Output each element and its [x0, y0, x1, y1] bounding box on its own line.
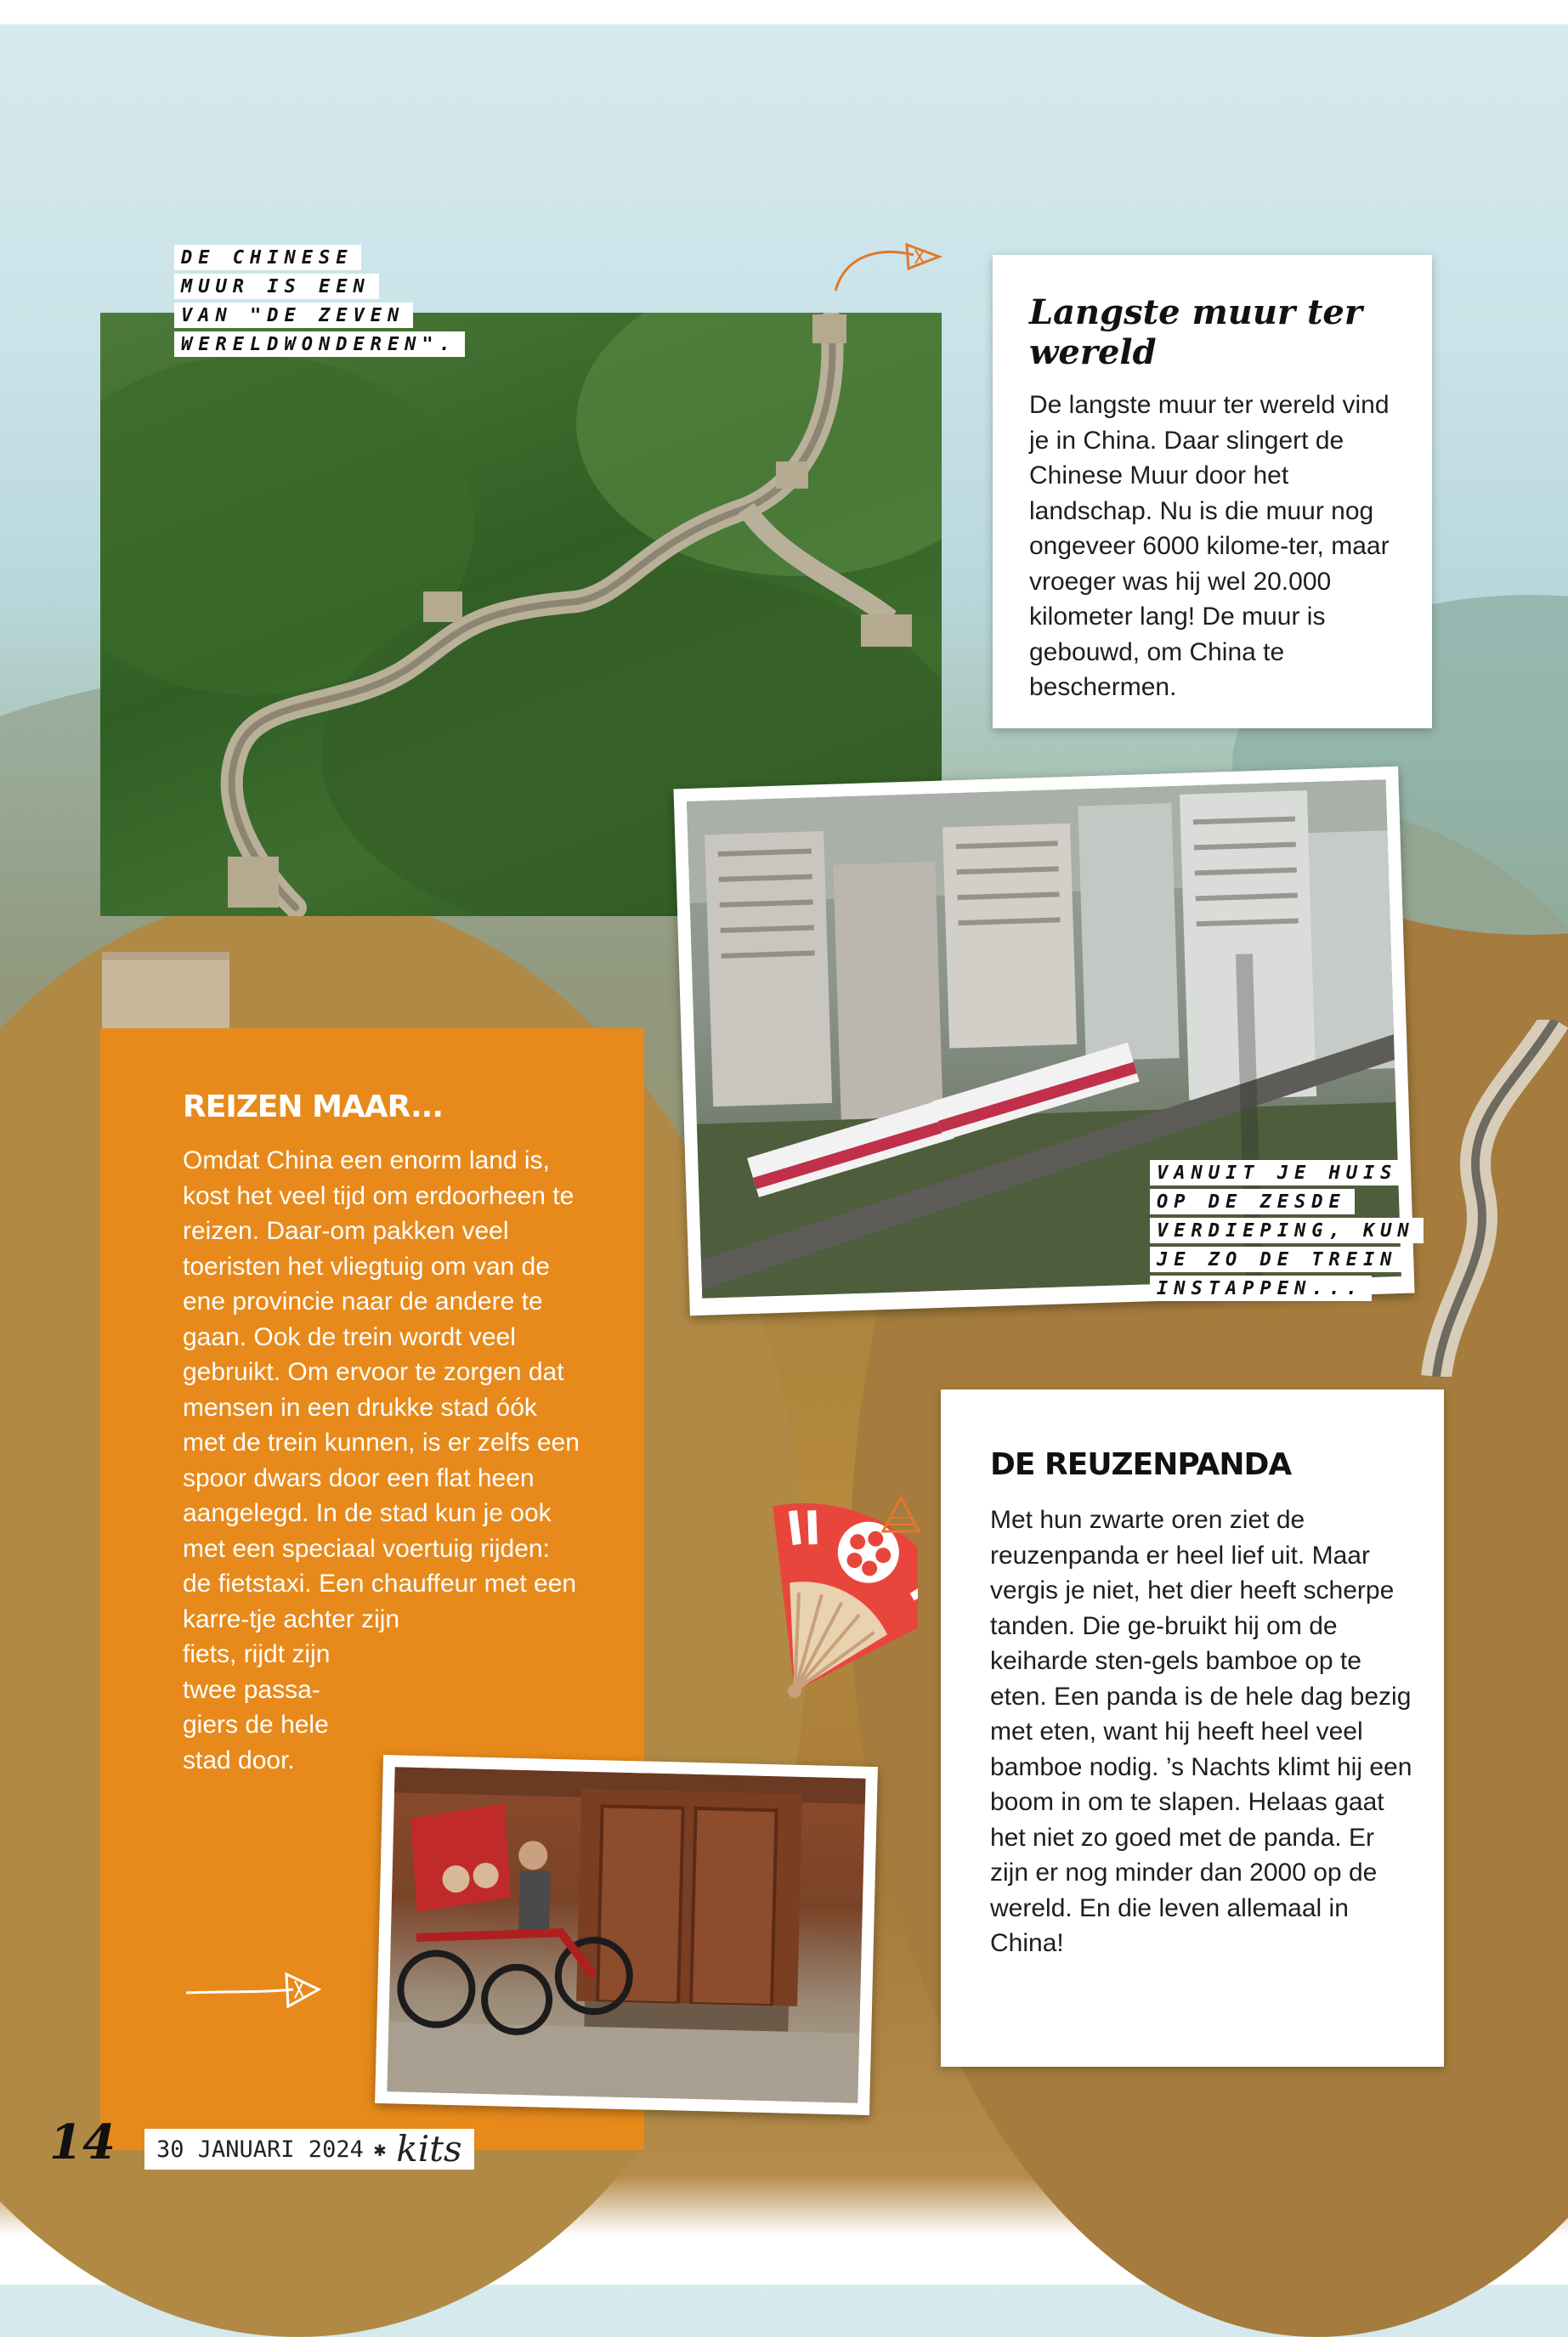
giant-panda-title: DE REUZENPANDA: [990, 1447, 1292, 1482]
caption-tag-great-wall: [174, 245, 465, 360]
brand-logo: kits: [396, 2128, 462, 2170]
caption-line: INSTAPPEN...: [1150, 1276, 1372, 1301]
caption-line: JE ZO DE TREIN: [1150, 1247, 1406, 1272]
issue-date-label: [144, 2129, 474, 2170]
caption-tag-monorail: [1150, 1160, 1424, 1304]
background-winding-wall: [1411, 1020, 1568, 1377]
travel-text: Omdat China een enorm land is, kost het veel tijd om erdoorheen te reizen. Daar-om pakken veel toeristen het vliegtuig om van de ene provincie naar de andere te gaan. Ook de trein wordt veel gebruikt. Om ervoor te zorgen dat mensen in een drukke stad óók met de trein kunnen, is er zelfs een spoor dwars door een flat heen aangelegd. In de stad kun je ook met een speciaal voertuig rijden: de fietstaxi. Een chauffeur met een karre-tje achter zijn: [183, 1146, 580, 1633]
caption-line: WERELDWONDEREN".: [174, 331, 465, 357]
giant-panda-text: Met hun zwarte oren ziet de reuzenpanda er heel lief uit. Maar vergis je niet, het dier heeft scherpe tanden. Die ge-bruikt hij om de keiharde sten-gels bamboe op te eten. Een panda is de hele dag bezig met eten, want hij heeft heel veel bamboe nodig. ’s Nachts klimt hij een boom in om te slapen. Helaas gaat het niet zo goed met de panda. Er zijn er nog minder dan 2000 op de wereld. En die leven allemaal in China!: [990, 1506, 1412, 1957]
page-number: 14: [49, 2114, 116, 2170]
travel-text-narrow: fiets, rijdt zijn twee passa-giers de hele stad door.: [183, 1640, 331, 1774]
caption-line: OP DE ZESDE: [1150, 1189, 1355, 1214]
travel-title: REIZEN MAAR...: [183, 1089, 444, 1124]
arrow-doodle-icon: [829, 229, 948, 297]
caption-line: MUUR IS EEN: [174, 274, 379, 299]
issue-date: 30 JANUARI 2024: [156, 2136, 364, 2163]
longest-wall-text: De langste muur ter wereld vind je in China. Daar slingert de Chinese Muur door het landschap. Nu is die muur nog ongeveer 6000 kilome-ter, maar vroeger was hij wel 20.000 kilometer lang! De muur is gebouwd, om China te beschermen.: [1029, 391, 1390, 701]
longest-wall-title: Langste muur ter wereld: [1029, 292, 1362, 372]
arrow-doodle-icon: [183, 1959, 327, 2018]
asterisk-icon: ✱: [373, 2137, 387, 2161]
caption-line: VERDIEPING, KUN: [1150, 1218, 1424, 1243]
bike-taxi-photo: [387, 1767, 865, 2102]
caption-line: VAN "DE ZEVEN: [174, 303, 413, 328]
longest-wall-box: [993, 255, 1432, 728]
caption-line: VANUIT JE HUIS: [1150, 1160, 1406, 1185]
arrow-doodle-icon: [880, 1494, 922, 1536]
caption-line: DE CHINESE: [174, 245, 361, 270]
bike-taxi-photo-frame: [375, 1755, 878, 2115]
giant-panda-box: [941, 1389, 1444, 2067]
background-wall-tower: [102, 952, 229, 1028]
